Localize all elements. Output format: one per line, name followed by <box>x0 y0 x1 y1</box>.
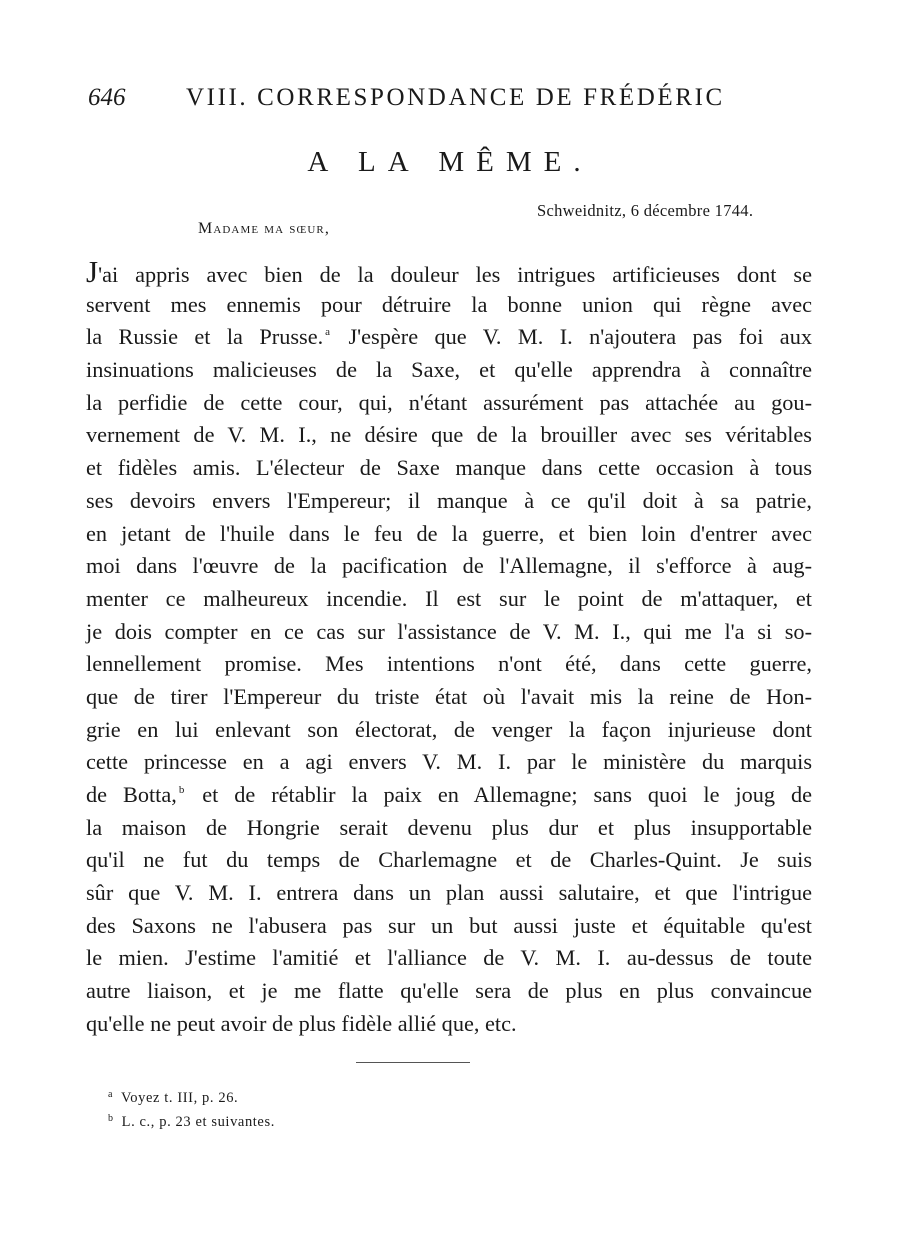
footnote-mark: b <box>108 1113 114 1124</box>
dateline: Schweidnitz, 6 décembre 1744. <box>537 201 754 220</box>
page-number: 646 <box>88 84 126 111</box>
footnote-text: L. c., p. 23 et suivantes. <box>121 1114 275 1130</box>
body-line-text: lennellement promise. Mes intentions n'ont été, dans cette guerre, <box>86 651 812 677</box>
body-line <box>86 354 812 387</box>
running-head: VIII. CORRESPONDANCE DE FRÉDÉRIC <box>186 84 725 111</box>
body-line <box>86 583 812 616</box>
footnote-mark: a <box>108 1089 114 1100</box>
body-line <box>86 321 812 354</box>
body-line <box>86 648 812 681</box>
body-line-text: grie en lui enlevant son électorat, de venger la façon injurieuse dont <box>86 716 812 742</box>
body-line <box>86 714 812 747</box>
body-line-text: la Russie et la Prusse. <box>86 324 324 350</box>
body-line-text: ses devoirs envers l'Empereur; il manque à ce qu'il doit à sa patrie, <box>86 487 812 513</box>
body-line-text: menter ce malheureux incendie. Il est sur le point de m'attaquer, et <box>86 585 812 611</box>
body-line <box>86 616 812 649</box>
body-line <box>86 812 812 845</box>
body-line <box>86 746 812 779</box>
footnote-ref: b <box>178 784 185 796</box>
body-line-text: vernement de V. M. I., ne désire que de la brouiller avec ses véritables <box>86 422 812 448</box>
body-line <box>86 942 812 975</box>
body-line <box>86 1008 812 1041</box>
footnote-ref: a <box>325 326 331 339</box>
body-line-text: moi dans l'œuvre de la pacification de l'Allemagne, il s'efforce à aug- <box>86 553 812 579</box>
body-line-text: servent mes ennemis pour détruire la bonne union qui règne avec <box>86 291 812 317</box>
footnote <box>108 1107 275 1131</box>
body-line <box>86 877 812 910</box>
body-line <box>86 289 812 322</box>
body-line-text: sûr que V. M. I. entrera dans un plan aussi salutaire, et que l'intrigue <box>86 880 812 906</box>
body-line <box>86 550 812 583</box>
body-line <box>86 452 812 485</box>
footnotes <box>108 1083 275 1131</box>
footnote <box>108 1083 275 1107</box>
body-line <box>86 485 812 518</box>
body-line <box>86 387 812 420</box>
footnote-text: Voyez t. III, p. 26. <box>121 1090 239 1106</box>
body-line-text: qu'elle ne peut avoir de plus fidèle allié que, etc. <box>86 1010 517 1036</box>
body-line-text: que de tirer l'Empereur du triste état où l'avait mis la reine de Hon- <box>86 683 812 709</box>
drop-cap: J <box>86 254 99 289</box>
body-line-text: en jetant de l'huile dans le feu de la guerre, et bien loin d'entrer avec <box>86 520 812 546</box>
page-header <box>88 84 748 116</box>
body-line-text: la perfidie de cette cour, qui, n'étant assurément pas attachée au gou- <box>86 389 812 415</box>
body-line-text: la maison de Hongrie serait devenu plus dur et plus insupportable <box>86 814 812 840</box>
footnote-divider <box>356 1062 470 1063</box>
body-line <box>86 419 812 452</box>
body-line-text: le mien. J'estime l'amitié et l'alliance de V. M. I. au-dessus de toute <box>86 945 812 971</box>
body-line <box>86 256 812 289</box>
letter-body <box>86 256 812 1041</box>
body-line-text: 'ai appris avec bien de la douleur les intrigues artificieuses dont se <box>98 262 812 287</box>
body-line-text: autre liaison, et je me flatte qu'elle sera de plus en plus convaincue <box>86 978 812 1004</box>
body-line <box>86 681 812 714</box>
body-line-text: de Botta, <box>86 782 177 807</box>
body-line-text: je dois compter en ce cas sur l'assistance de V. M. I., qui me l'a si so- <box>86 618 812 644</box>
body-line-text: qu'il ne fut du temps de Charlemagne et de Charles-Quint. Je suis <box>86 847 812 873</box>
body-line-text: J'espère que V. M. I. n'ajoutera pas foi aux <box>332 324 812 350</box>
salutation: Madame ma sœur, <box>198 220 330 237</box>
letter-title: A LA MÊME. <box>307 146 593 178</box>
body-line-text: cette princesse en a agi envers V. M. I. par le ministère du marquis <box>86 749 812 775</box>
body-line <box>86 844 812 877</box>
body-line <box>86 975 812 1008</box>
body-line-text: des Saxons ne l'abusera pas sur un but aussi juste et équitable qu'est <box>86 912 812 938</box>
body-line-text: insinuations malicieuses de la Saxe, et qu'elle apprendra à connaître <box>86 357 812 383</box>
body-line-text: et de rétablir la paix en Allemagne; sans quoi le joug de <box>186 782 812 807</box>
body-line <box>86 779 812 812</box>
body-line <box>86 518 812 551</box>
body-line-text: et fidèles amis. L'électeur de Saxe manque dans cette occasion à tous <box>86 455 812 481</box>
body-line <box>86 910 812 943</box>
